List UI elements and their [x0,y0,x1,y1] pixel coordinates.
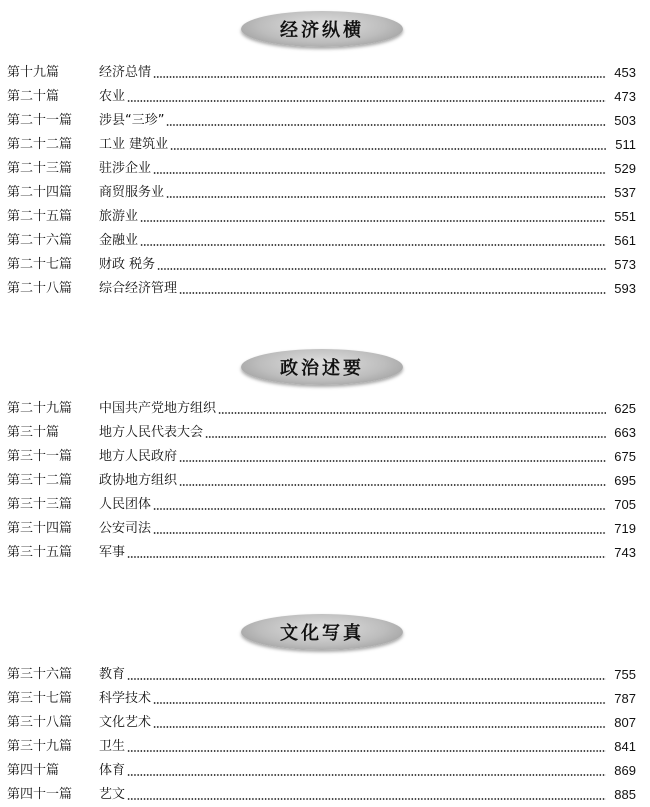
entry-number: 第三十三篇 [7,497,73,512]
dot-leader [127,100,606,102]
entry-title: 金融业 [99,233,139,248]
toc-entry[interactable] [0,109,650,133]
entry-number: 第二十二篇 [7,137,73,152]
entry-title: 军事 [99,545,126,560]
entry-title: 地方人民政府 [99,449,178,464]
section-title: 政治述要 [280,358,364,379]
entry-number: 第三十四篇 [7,521,73,536]
section-title: 文化写真 [280,623,364,644]
section-header [0,614,650,656]
toc-entry[interactable] [0,205,650,229]
entry-page: 551 [614,209,636,224]
dot-leader [166,124,606,126]
toc-entry[interactable] [0,711,650,735]
entry-page: 755 [614,667,636,682]
dot-leader [179,484,606,486]
entry-page: 561 [614,233,636,248]
dot-leader [153,508,606,510]
dot-leader [153,76,606,78]
entry-page: 807 [614,715,636,730]
entry-number: 第三十篇 [7,425,60,440]
toc-entry[interactable] [0,663,650,687]
toc-list [0,397,650,565]
entry-page: 511 [615,137,636,152]
toc-entry[interactable] [0,517,650,541]
toc-entry[interactable] [0,469,650,493]
dot-leader [127,556,606,558]
entry-page: 869 [614,763,636,778]
entry-number: 第三十二篇 [7,473,73,488]
dot-leader [127,750,606,752]
toc-entry[interactable] [0,277,650,301]
dot-leader [127,678,606,680]
entry-page: 473 [614,89,636,104]
dot-leader [153,726,606,728]
entry-title: 艺文 [99,787,126,802]
dot-leader [218,412,606,414]
entry-title: 人民团体 [99,497,152,512]
toc-entry[interactable] [0,253,650,277]
section-title-badge [241,11,403,47]
toc-section-economy [0,11,650,301]
entry-title: 农业 [99,89,126,104]
toc-list [0,61,650,301]
dot-leader [153,172,606,174]
entry-page: 705 [614,497,636,512]
entry-page: 453 [614,65,636,80]
entry-page: 675 [614,449,636,464]
toc-entry[interactable] [0,445,650,469]
entry-page: 787 [614,691,636,706]
entry-page: 593 [614,281,636,296]
entry-page: 695 [614,473,636,488]
dot-leader [127,798,606,800]
entry-page: 537 [614,185,636,200]
entry-number: 第二十三篇 [7,161,73,176]
entry-number: 第二十七篇 [7,257,73,272]
dot-leader [170,148,606,150]
toc-entry[interactable] [0,759,650,783]
toc-section-culture [0,614,650,807]
toc-section-politics [0,349,650,565]
entry-page: 625 [614,401,636,416]
entry-number: 第二十篇 [7,89,60,104]
entry-title: 地方人民代表大会 [99,425,204,440]
section-header [0,11,650,53]
entry-title: 商贸服务业 [99,185,165,200]
toc-entry[interactable] [0,85,650,109]
toc-entry[interactable] [0,735,650,759]
entry-number: 第二十四篇 [7,185,73,200]
toc-entry[interactable] [0,783,650,807]
section-header [0,349,650,391]
dot-leader [179,460,606,462]
entry-title: 旅游业 [99,209,139,224]
entry-number: 第十九篇 [7,65,60,80]
entry-number: 第三十六篇 [7,667,73,682]
dot-leader [153,532,606,534]
entry-page: 719 [614,521,636,536]
entry-title: 卫生 [99,739,126,754]
entry-title: 中国共产党地方组织 [99,401,217,416]
dot-leader [153,702,606,704]
toc-entry[interactable] [0,687,650,711]
entry-number: 第二十九篇 [7,401,73,416]
entry-page: 743 [614,545,636,560]
entry-page: 573 [614,257,636,272]
dot-leader [140,220,606,222]
entry-number: 第二十五篇 [7,209,73,224]
entry-title: 公安司法 [99,521,152,536]
entry-number: 第三十一篇 [7,449,73,464]
entry-page: 841 [614,739,636,754]
dot-leader [127,774,606,776]
entry-title: 工业 建筑业 [99,137,169,152]
entry-number: 第三十八篇 [7,715,73,730]
entry-title: 综合经济管理 [99,281,178,296]
entry-title: 文化艺术 [99,715,152,730]
entry-number: 第三十九篇 [7,739,73,754]
entry-number: 第四十一篇 [7,787,73,802]
section-title-badge [241,349,403,385]
entry-page: 529 [614,161,636,176]
toc-entry[interactable] [0,157,650,181]
dot-leader [140,244,606,246]
dot-leader [205,436,606,438]
entry-title: 教育 [99,667,126,682]
dot-leader [157,268,606,270]
toc-entry[interactable] [0,541,650,565]
entry-title: 涉县“三珍” [99,113,165,128]
entry-title: 财政 税务 [99,257,156,272]
toc-entry[interactable] [0,493,650,517]
dot-leader [166,196,606,198]
section-title-badge [241,614,403,650]
entry-page: 503 [614,113,636,128]
dot-leader [179,292,606,294]
toc-entry[interactable] [0,181,650,205]
toc-entry[interactable] [0,133,650,157]
section-title: 经济纵横 [280,20,364,41]
toc-list [0,663,650,807]
entry-title: 体育 [99,763,126,778]
toc-entry[interactable] [0,61,650,85]
toc-entry[interactable] [0,229,650,253]
entry-number: 第二十六篇 [7,233,73,248]
entry-page: 663 [614,425,636,440]
entry-title: 政协地方组织 [99,473,178,488]
entry-page: 885 [614,787,636,802]
entry-number: 第三十七篇 [7,691,73,706]
entry-number: 第二十一篇 [7,113,73,128]
toc-entry[interactable] [0,397,650,421]
entry-title: 驻涉企业 [99,161,152,176]
entry-number: 第二十八篇 [7,281,73,296]
entry-number: 第四十篇 [7,763,60,778]
entry-title: 科学技术 [99,691,152,706]
entry-number: 第三十五篇 [7,545,73,560]
toc-entry[interactable] [0,421,650,445]
entry-title: 经济总情 [99,65,152,80]
